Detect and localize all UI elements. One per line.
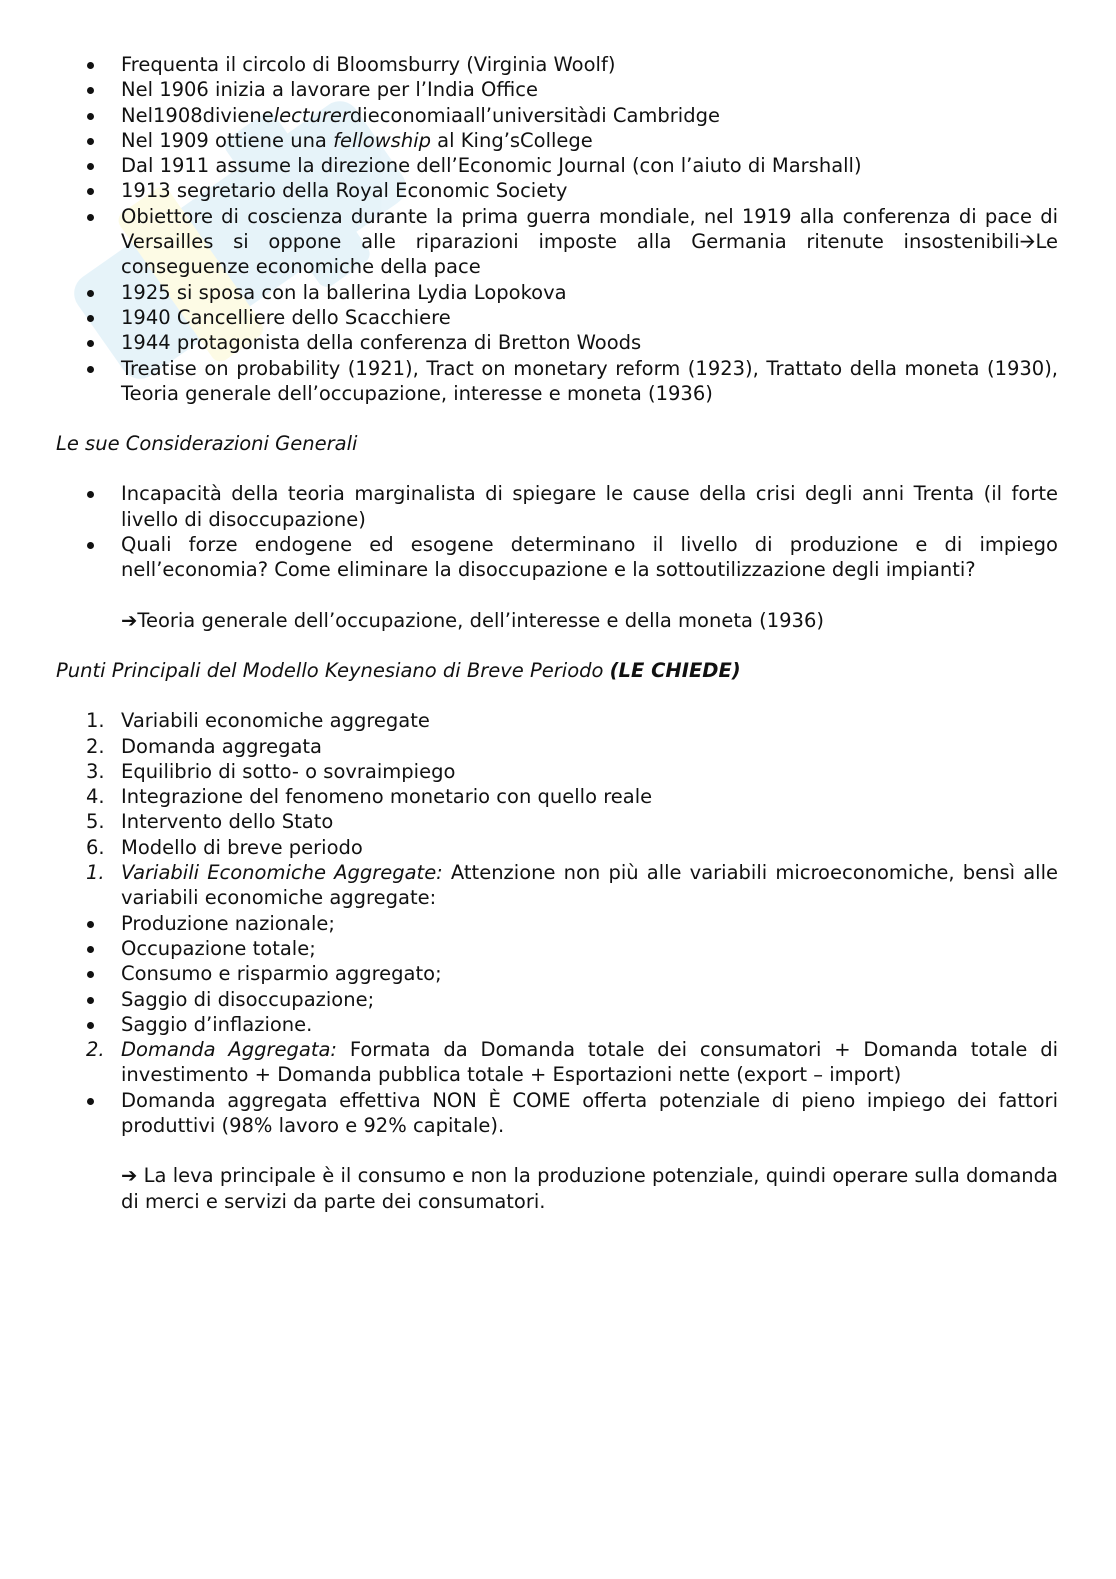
list-item-text: 1913 segretario della Royal Economic Society [121, 179, 568, 203]
item-number: 1. [86, 709, 105, 733]
list-item [56, 178, 1058, 203]
bullet-icon [87, 946, 94, 953]
bullet-icon [87, 290, 94, 297]
list-item-text: Formata da Domanda totale dei consumatori + Domanda totale di investimento + Domanda pubblica totale + Esportazioni nette (export – import) [121, 1038, 1058, 1087]
bullet-icon [87, 1098, 94, 1105]
list-item [56, 103, 1058, 128]
list-item-text: dieconomiaall’universitàdi Cambridge [349, 103, 720, 127]
heading-bold: (LE CHIEDE) [609, 658, 741, 682]
bullet-icon [87, 366, 94, 373]
list-item [56, 987, 1058, 1012]
list-item-text: Consumo e risparmio aggregato; [121, 962, 442, 986]
list-item-text: Domanda aggregata effettiva NON È COME offerta potenziale di pieno impiego dei fattori produttivi (98% lavoro e 92% capitale). [121, 1088, 1058, 1137]
section-heading [56, 658, 1058, 683]
numbered-item [56, 809, 1058, 834]
bullet-icon [87, 113, 94, 120]
bullet-icon [87, 138, 94, 145]
numbered-item [56, 835, 1058, 860]
list-item-text: Attenzione non più alle variabili microeconomiche, bensì alle variabili economiche aggregate: [121, 861, 1059, 910]
list-item-text: Obiettore di coscienza durante la prima guerra mondiale, nel 1919 alla conferenza di pace di Versailles si oppone alle riparazioni imposte alla Germania ritenute insostenibili🡪Le conseguenze economiche della pace [121, 204, 1058, 279]
item-number: 6. [86, 835, 105, 859]
list-item-text: Nel 1906 inizia a lavorare per l’India Office [121, 78, 538, 102]
arrow-paragraph [56, 608, 1058, 633]
list-item [56, 52, 1058, 77]
list-item-text: Modello di breve periodo [121, 835, 363, 859]
item-number: 1. [86, 861, 105, 885]
biography-list [56, 52, 1058, 406]
list-item [56, 153, 1058, 178]
numbered-list [56, 708, 1058, 1214]
list-item-text: Treatise on probability (1921), Tract on monetary reform (1923), Trattato della moneta (1930), Teoria generale dell’occupazione, interesse e moneta (1936) [121, 356, 1058, 405]
bullet-icon [87, 163, 94, 170]
list-item [56, 356, 1058, 407]
list-item-text: Intervento dello Stato [121, 810, 334, 834]
item-number: 2. [86, 1038, 105, 1062]
item-number: 2. [86, 734, 105, 758]
considerations-list [56, 481, 1058, 582]
numbered-item [56, 784, 1058, 809]
list-item-text: Domanda aggregata [121, 734, 322, 758]
section-title-italic: Variabili Economiche Aggregate: [121, 861, 443, 885]
list-item-text: Saggio d’inflazione. [121, 1012, 313, 1036]
list-item [56, 280, 1058, 305]
list-item-text: Incapacità della teoria marginalista di spiegare le cause della crisi degli anni Trenta (il forte livello di disoccupazione) [121, 482, 1058, 531]
list-item [56, 204, 1058, 280]
list-item-text: 1925 si sposa con la ballerina Lydia Lopokova [121, 280, 567, 304]
numbered-list-2 [56, 1037, 1058, 1088]
list-item-text: Saggio di disoccupazione; [121, 987, 375, 1011]
list-item-text: Integrazione del fenomeno monetario con quello reale [121, 785, 653, 809]
demand-list [56, 1088, 1058, 1139]
bullet-icon [87, 997, 94, 1004]
list-item-text: Produzione nazionale; [121, 911, 335, 935]
numbered-item [56, 734, 1058, 759]
bullet-icon [87, 921, 94, 928]
list-item [56, 532, 1058, 583]
list-item [56, 128, 1058, 153]
list-item-text: Quali forze endogene ed esogene determinano il livello di produzione e di impiego nell’economia? Come eliminare la disoccupazione e la sottoutilizzazione degli impianti? [121, 533, 1058, 582]
bullet-icon [87, 87, 94, 94]
list-item-text: 1944 protagonista della conferenza di Bretton Woods [121, 331, 642, 355]
heading-text: Punti Principali del Modello Keynesiano di Breve Periodo [56, 658, 610, 682]
bullet-icon [87, 62, 94, 69]
aggregate-variables-list [56, 911, 1058, 1037]
list-item [56, 911, 1058, 936]
bullet-icon [87, 214, 94, 221]
arrow-paragraph-text: La leva principale è il consumo e non la produzione potenziale, quindi operare sulla domanda di merci e servizi da parte dei consumatori. [121, 1164, 1058, 1213]
bullet-icon [87, 340, 94, 347]
list-item-text: Equilibrio di sotto- o sovraimpiego [121, 759, 456, 783]
bullet-icon [87, 1022, 94, 1029]
list-item-text: Variabili economiche aggregate [121, 709, 430, 733]
list-item [56, 305, 1058, 330]
list-item-italic: lecturer [273, 103, 350, 127]
section-title-italic: Domanda Aggregata: [121, 1038, 338, 1062]
bullet-icon [87, 542, 94, 549]
list-item-text: al King’sCollege [430, 128, 593, 152]
arrow-paragraph-text: Teoria generale dell’occupazione, dell’interesse e della moneta (1936) [137, 608, 824, 632]
bullet-icon [87, 971, 94, 978]
list-item-italic: fellowship [333, 128, 431, 152]
item-number: 4. [86, 785, 105, 809]
list-item-text: 1940 Cancelliere dello Scacchiere [121, 305, 451, 329]
list-item-text: Occupazione totale; [121, 936, 316, 960]
bullet-icon [87, 491, 94, 498]
item-number: 3. [86, 759, 105, 783]
arrow-paragraph [56, 1163, 1058, 1214]
list-item-text: Nel1908diviene [121, 103, 274, 127]
arrow-icon: ➔ [121, 608, 138, 632]
list-item-text: Nel 1909 ottiene una [121, 128, 334, 152]
numbered-item [56, 708, 1058, 733]
numbered-item [56, 759, 1058, 784]
section-heading: Le sue Considerazioni Generali [56, 432, 358, 456]
list-item [56, 481, 1058, 532]
numbered-item [56, 860, 1058, 911]
bullet-icon [87, 188, 94, 195]
list-item [56, 77, 1058, 102]
list-item-text: Frequenta il circolo di Bloomsburry (Virginia Woolf) [121, 53, 616, 76]
list-item [56, 1088, 1058, 1139]
arrow-icon: ➔ [121, 1164, 138, 1188]
list-item [56, 936, 1058, 961]
item-number: 5. [86, 810, 105, 834]
numbered-item [56, 1037, 1058, 1088]
list-item [56, 330, 1058, 355]
bullet-icon [87, 315, 94, 322]
document-content [56, 52, 1058, 1214]
list-item [56, 1012, 1058, 1037]
list-item-text: Dal 1911 assume la direzione dell’Economic Journal (con l’aiuto di Marshall) [121, 154, 862, 178]
list-item [56, 961, 1058, 986]
